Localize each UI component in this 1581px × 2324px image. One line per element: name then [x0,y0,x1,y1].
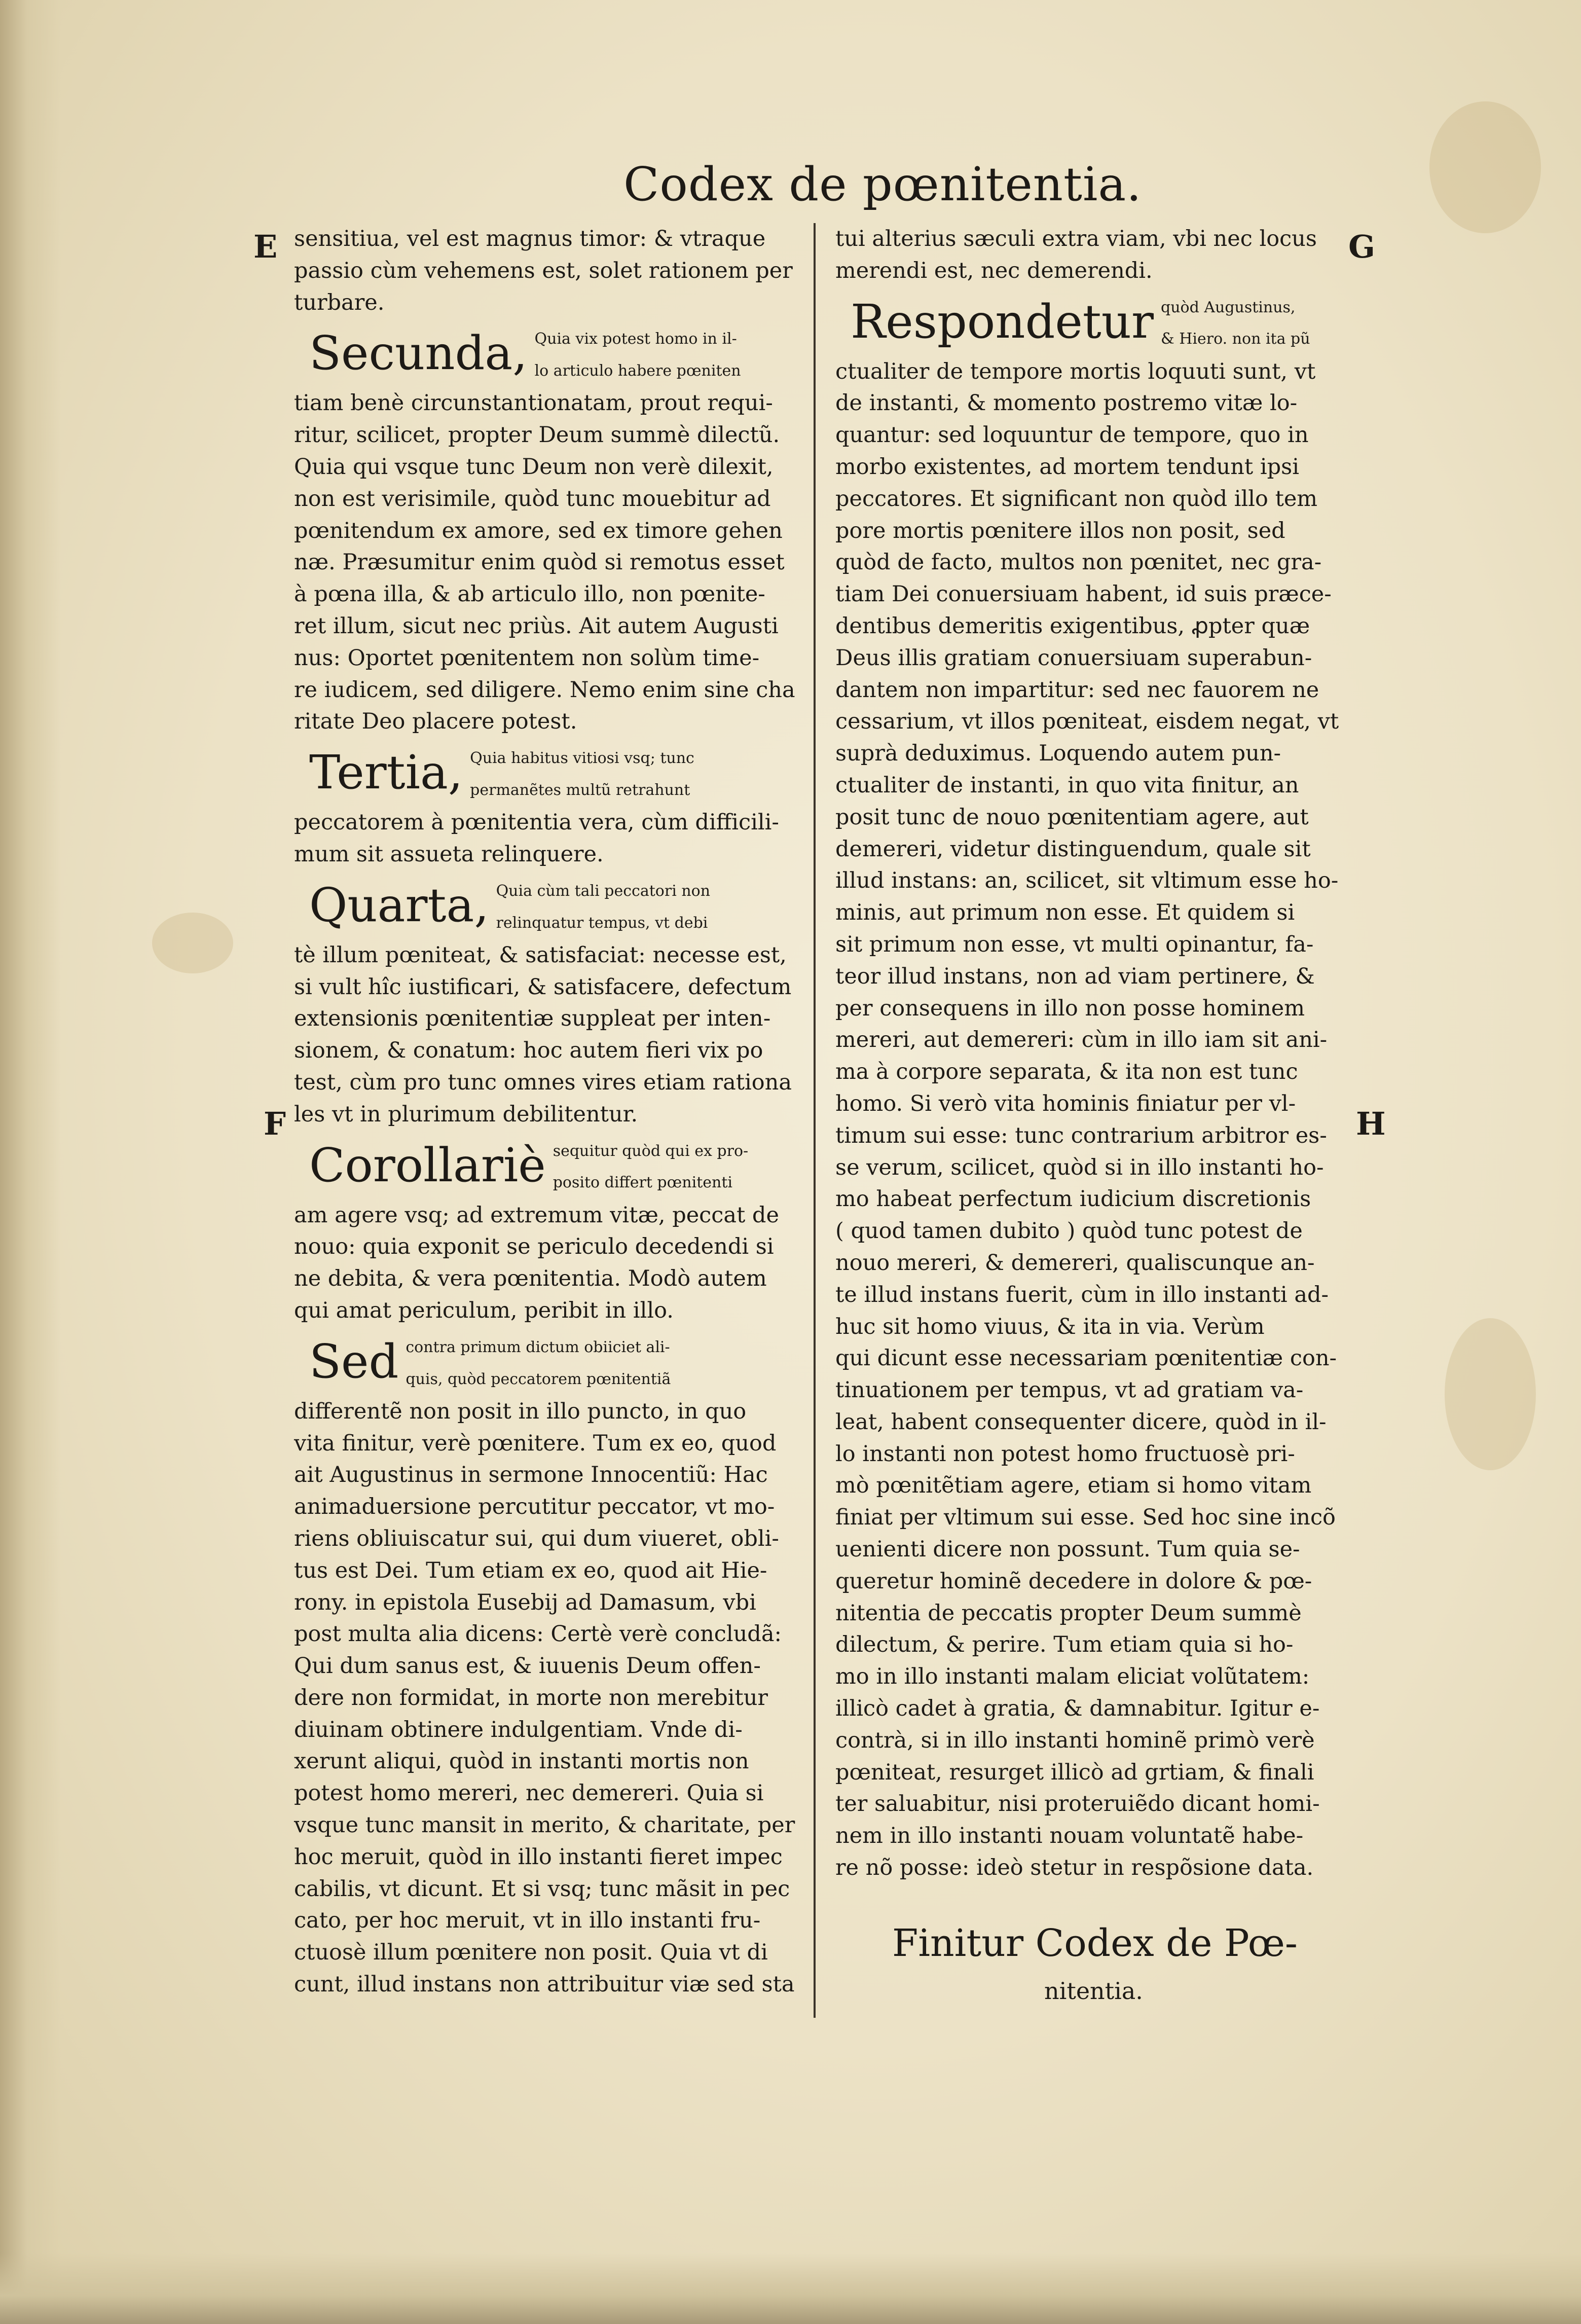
text-line: posit tunc de nouo pœnitentiam agere, aut [835,804,1309,830]
text-line: dere non formidat, in morte non merebitur [294,1685,768,1711]
text-line: tè illum pœniteat, & satisfaciat: necesse est, [294,942,787,968]
text-line: cabilis, vt dicunt. Et si vsq; tunc mãsit in pec [294,1876,790,1902]
section-heading-word: Respondetur [851,294,1154,349]
text-line: qui amat periculum, peribit in illo. [294,1297,674,1323]
text-line: contrà, si in illo instanti hominẽ primò verè [835,1727,1315,1753]
text-line: re nõ posse: ideò stetur in respõsione data. [835,1855,1314,1881]
text-line: test, cùm pro tunc omnes vires etiam rationa [294,1069,792,1095]
paragraph-intro-right [835,223,1347,287]
text-line: lo articulo habere pœniten [534,362,741,380]
paragraph-secunda [294,387,806,738]
text-line: cessarium, vt illos pœniteat, eisdem negat, vt [835,709,1339,735]
text-line: quòd Augustinus, [1161,298,1296,316]
text-line: non est verisimile, quòd tunc mouebitur ad [294,486,771,512]
text-line: mò pœnitẽtiam agere, etiam si homo vitam [835,1473,1312,1499]
text-line: nitentia de peccatis propter Deum summè [835,1600,1302,1626]
text-line: næ. Præsumitur enim quòd si remotus esset [294,550,785,575]
paragraph-respondetur [835,356,1347,1884]
margin-letter-e: E [253,228,278,265]
section-heading-word: Secunda, [309,326,528,381]
text-line: uenienti dicere non possunt. Tum quia se- [835,1537,1300,1563]
text-line: extensionis pœnitentiæ suppleat per inten- [294,1006,771,1032]
text-line: sensitiua, vel est magnus timor: & vtraque [294,226,766,251]
text-line: nem in illo instanti nouam voluntatẽ habe- [835,1823,1304,1849]
paper-stain [1429,101,1541,233]
text-line: à pœna illa, & ab articulo illo, non pœnite- [294,582,765,607]
paragraph-intro-left [294,223,806,318]
section-respondetur [835,292,1347,356]
text-line: contra primum dictum obiiciet ali- [406,1338,670,1356]
page-title: Codex de pœnitentia. [623,157,1142,211]
colophon-line-2: nitentia. [1044,1977,1143,2005]
right-column [835,223,1347,1884]
text-line: turbare. [294,289,385,315]
text-line: passio cùm vehemens est, solet rationem per [294,258,793,283]
text-line: post multa alia dicens: Certè verè concludã: [294,1621,782,1647]
paper-stain [1445,1318,1536,1470]
margin-letter-f: F [264,1105,286,1142]
text-line: ter saluabitur, nisi proteruiẽdo dicant homi- [835,1791,1320,1817]
text-line: Deus illis gratiam conuersiuam superabun- [835,645,1312,671]
text-line: leat, habent consequenter dicere, quòd in il- [835,1409,1327,1435]
text-line: queretur hominẽ decedere in dolore & pœ- [835,1568,1312,1594]
text-line: illicò cadet à gratia, & damnabitur. Igitur e- [835,1696,1320,1722]
text-line: peccatores. Et significant non quòd illo tem [835,486,1318,512]
text-line: si vult hîc iustificari, & satisfacere, defectum [294,974,792,1000]
text-line: demereri, videtur distinguendum, quale sit [835,836,1311,862]
text-line: ret illum, sicut nec priùs. Ait autem Augusti [294,613,779,639]
text-line: peccatorem à pœnitentia vera, cùm difficili- [294,810,779,836]
text-line: te illud instans fuerit, cùm in illo instanti ad- [835,1282,1329,1308]
text-line: ctualiter de tempore mortis loquuti sunt, vt [835,358,1316,384]
text-line: hoc meruit, quòd in illo instanti fieret impec [294,1844,783,1870]
section-corollarie [294,1136,806,1200]
text-line: huc sit homo viuus, & ita in via. Verùm [835,1314,1265,1339]
text-line: dentibus demeritis exigentibus, ꝓpter quæ [835,613,1310,639]
text-line: & Hiero. non ita pũ [1161,330,1310,348]
text-line: morbo existentes, ad mortem tendunt ipsi [835,454,1299,480]
text-line: sit primum non esse, vt multi opinantur, fa- [835,931,1314,957]
text-line: tinuationem per tempus, vt ad gratiam va- [835,1377,1304,1403]
text-line: ctuosè illum pœnitere non posit. Quia vt di [294,1940,768,1966]
text-line: dilectum, & perire. Tum etiam quia si ho- [835,1632,1294,1658]
text-line: de instanti, & momento postremo vitæ lo- [835,390,1298,416]
text-line: quòd de facto, multos non pœnitet, nec gra- [835,550,1322,575]
text-line: minis, aut primum non esse. Et quidem si [835,900,1295,926]
text-line: quis, quòd peccatorem pœnitentiã [406,1370,671,1388]
text-line: sionem, & conatum: hoc autem fieri vix po [294,1038,763,1064]
text-line: ma à corpore separata, & ita non est tunc [835,1059,1298,1085]
text-line: diuinam obtinere indulgentiam. Vnde di- [294,1717,743,1742]
section-quarta [294,876,806,939]
text-line: relinquatur tempus, vt debi [496,914,708,932]
text-line: mereri, aut demereri: cùm in illo iam sit ani- [835,1027,1328,1053]
colophon-line-1: Finitur Codex de Pœ- [892,1921,1298,1965]
paragraph-tertia [294,807,806,870]
text-line: am agere vsq; ad extremum vitæ, peccat de [294,1202,779,1228]
margin-letter-g: G [1348,228,1375,265]
paper-stain [152,913,233,973]
text-line: differentẽ non posit in illo puncto, in quo [294,1398,747,1424]
text-line: ritate Deo placere potest. [294,709,577,735]
text-line: ne debita, & vera pœnitentia. Modò autem [294,1266,767,1292]
text-line: tiam benè circunstantionatam, prout requi- [294,390,773,416]
text-line: finiat per vltimum sui esse. Sed hoc sine incõ [835,1505,1336,1531]
text-line: se verum, scilicet, quòd si in illo instanti ho- [835,1154,1324,1180]
text-line: Quia cùm tali peccatori non [496,882,711,900]
text-line: ctualiter de instanti, in quo vita finitur, an [835,772,1299,798]
text-line: permanẽtes multũ retrahunt [470,781,690,799]
text-line: vsque tunc mansit in merito, & charitate, per [294,1812,795,1838]
section-heading-word: Tertia, [309,745,463,800]
paragraph-quarta [294,939,806,1131]
margin-letter-h: H [1356,1105,1386,1142]
left-column [294,223,806,2001]
text-line: per consequens in illo non posse hominem [835,995,1305,1021]
text-line: mo in illo instanti malam eliciat volũtatem: [835,1664,1310,1690]
text-line: animaduersione percutitur peccator, vt mo- [294,1494,775,1520]
text-line: pœnitendum ex amore, sed ex timore gehen [294,518,783,543]
text-line: ait Augustinus in sermone Innocentiũ: Hac [294,1462,768,1488]
text-line: vita finitur, verè pœnitere. Tum ex eo, quod [294,1430,777,1456]
text-line: rony. in epistola Eusebij ad Damasum, vbi [294,1589,756,1615]
paragraph-sed [294,1396,806,2001]
text-line: cato, per hoc meruit, vt in illo instanti fru- [294,1908,761,1934]
text-line: sequitur quòd qui ex pro- [553,1142,749,1160]
text-line: tui alterius sæculi extra viam, vbi nec locus [835,226,1317,251]
section-secunda [294,323,806,387]
text-line: Quia vix potest homo in il- [534,330,737,348]
section-tertia [294,743,806,807]
section-sed [294,1332,806,1396]
section-heading-word: Quarta, [309,878,489,932]
text-line: qui dicunt esse necessariam pœnitentiæ con- [835,1346,1337,1371]
text-line: homo. Si verò vita hominis finiatur per vl- [835,1091,1296,1116]
paragraph-corollarie [294,1200,806,1327]
text-line: merendi est, nec demerendi. [835,258,1153,283]
text-line: re iudicem, sed diligere. Nemo enim sine cha [294,677,795,703]
text-line: ritur, scilicet, propter Deum summè dilectũ. [294,422,780,448]
text-line: nouo: quia exponit se periculo decedendi si [294,1234,774,1260]
text-line: quantur: sed loquuntur de tempore, quo in [835,422,1309,448]
text-line: les vt in plurimum debilitentur. [294,1101,638,1127]
text-line: potest homo mereri, nec demereri. Quia si [294,1781,764,1806]
text-line: nouo mereri, & demereri, qualiscunque an- [835,1250,1315,1276]
text-line: teor illud instans, non ad viam pertinere, & [835,963,1315,989]
text-line: ( quod tamen dubito ) quòd tunc potest de [835,1218,1303,1244]
text-line: tus est Dei. Tum etiam ex eo, quod ait Hie- [294,1557,767,1583]
text-line: riens obliuiscatur sui, qui dum viueret, obli- [294,1526,779,1551]
text-line: pœniteat, resurget illicò ad grtiam, & finali [835,1759,1314,1785]
page-shadow-bottom [0,2253,1581,2324]
text-line: cunt, illud instans non attribuitur viæ sed sta [294,1972,795,1998]
text-line: dantem non impartitur: sed nec fauorem ne [835,677,1319,703]
text-line: nus: Oportet pœnitentem non solùm time- [294,645,760,671]
text-line: xerunt aliqui, quòd in instanti mortis non [294,1749,749,1774]
text-line: Quia habitus vitiosi vsq; tunc [470,749,694,768]
text-line: Qui dum sanus est, & iuuenis Deum offen- [294,1653,761,1679]
section-heading-word: Sed [309,1334,399,1389]
text-line: illud instans: an, scilicet, sit vltimum esse ho- [835,868,1339,894]
text-line: suprà deduximus. Loquendo autem pun- [835,741,1281,767]
text-line: pore mortis pœnitere illos non posit, sed [835,518,1285,543]
text-line: lo instanti non potest homo fructuosè pri- [835,1441,1295,1467]
text-line: mo habeat perfectum iudicium discretionis [835,1186,1311,1212]
text-line: Quia qui vsque tunc Deum non verè dilexit, [294,454,774,480]
column-divider [814,223,816,2018]
page-shadow-left [0,0,61,2324]
text-line: mum sit assueta relinquere. [294,841,604,867]
text-line: tiam Dei conuersiuam habent, id suis præce- [835,582,1332,607]
section-heading-word: Corollariè [309,1138,546,1192]
text-line: posito differt pœnitenti [553,1174,732,1192]
text-line: timum sui esse: tunc contrarium arbitror es- [835,1122,1327,1148]
